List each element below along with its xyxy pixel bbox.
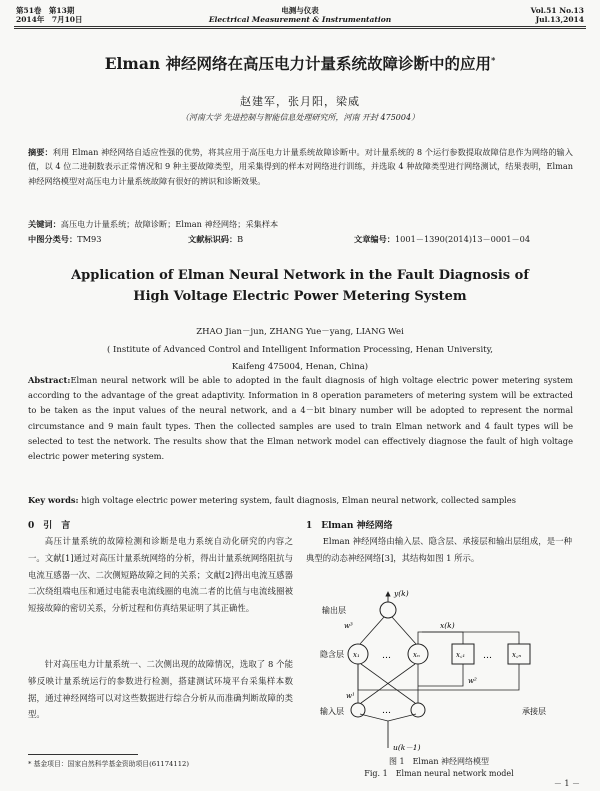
label-input-layer: 输入层 — [320, 707, 344, 716]
title-footnote-mark: * — [491, 54, 496, 65]
section-0-paragraph-1: 高压计量系统的故障检测和诊断是电力系统自动化研究的内容之一。文献[1]通过对高压计量系统网络的分析，得出计量系统网络阻抗与电流互感器一次、二次侧短路故障之间的关系；文献[2]得出电流互感器二次绕组端电压和通过电能表电流线圈的电流二者的比值与电流线圈被短接故障的密切关系，分析过程和仿真结果证明了其正确性。 — [28, 536, 293, 614]
keywords-en-label: Key words: — [28, 495, 79, 505]
header-date-cn: 2014年 7月10日 — [16, 15, 83, 24]
header-journal-cn: 电测与仪表 — [281, 6, 319, 15]
section-1-paragraph-1: Elman 神经网络由输入层、隐含层、承接层和输出层组成，是一种典型的动态神经网络[3]，其结构如图 1 所示。 — [306, 536, 572, 563]
affiliation-en — [0, 342, 600, 376]
abstract-en-text: Elman neural network will be able to adopted in the fault diagnosis of high voltage electric power metering system according to the advantage of the great adaptivity. Information in 8 operation parameters of metering system will be extracted to be taken as the input values of the neural network, and a 4－bit binary number will be adopted to represent the normal circumstance and 9 main fault types. Then the collected samples are used to train Elman network and 4 fault types will be selected to test the network. The results show that the Elman network model can effectively diagnose the fault of high voltage electric power metering system. — [28, 375, 573, 462]
keywords-en — [28, 493, 573, 508]
keywords-cn — [28, 217, 573, 231]
header-date-en: Jul.13,2014 — [535, 15, 584, 24]
abstract-cn-text: 利用 Elman 神经网络自适应性强的优势，将其应用于高压电力计量系统故障诊断中。对计量系统的 8 个运行参数提取故障信息作为网络的输入值，以 4 位二进制数表示正常情况和 9 种主要故障类型，用采集得到的样本对网络进行训练，并选取 4 种故障类型进行网络测试，结果表明，Elman 神经网络模型对高压电力计量系统故障有很好的辨识和诊断效果。 — [28, 147, 573, 186]
footnote-rule — [28, 754, 138, 755]
section-1-heading: 1 Elman 神经网络 — [306, 521, 393, 531]
paper-title-cn: Elman 神经网络在高压电力计量系统故障诊断中的应用* — [104, 54, 496, 73]
clc-number: 中图分类号：TM93 — [28, 234, 102, 244]
label-y-k: y(k) — [394, 589, 409, 598]
abstract-en — [28, 373, 573, 464]
document-code: 文献标识码：B — [188, 234, 244, 244]
output-node — [380, 602, 396, 618]
context-dots: … — [483, 651, 492, 661]
affiliation-en-line2: Kaifeng 475004, Henan, China) — [231, 362, 369, 372]
authors-en: ZHAO Jian－jun, ZHANG Yue－yang, LIANG Wei — [196, 327, 404, 337]
paper-title-en-line1: Application of Elman Neural Network in the Fault Diagnosis of — [71, 268, 529, 283]
edge-hn-out — [392, 617, 416, 644]
abstract-en-label: Abstract: — [28, 375, 71, 385]
footnote-funding: * 基金项目：国家自然科学基金资助项目(61174112) — [28, 760, 190, 768]
keywords-cn-text: 高压电力计量系统；故障诊断；Elman 神经网络；采集样本 — [60, 219, 279, 229]
edge-h1-out — [360, 617, 384, 644]
figure-caption-en: Fig. 1 Elman neural network model — [364, 769, 514, 778]
label-u-k1: u(k－1) — [393, 743, 421, 752]
affiliation-cn: （河南大学 先进控制与智能信息处理研究所，河南 开封 475004） — [180, 113, 420, 122]
feedback-hn-c1 — [418, 632, 463, 644]
context-return-1 — [418, 664, 463, 686]
article-number: 文章编号：1001－1390(2014)13－0001－04 — [354, 234, 531, 244]
elman-network-figure — [318, 588, 568, 753]
paper-title-en-line2: High Voltage Electric Power Metering System — [133, 289, 467, 304]
header-rule-thin — [14, 28, 586, 29]
hidden-dots: … — [382, 651, 391, 661]
label-w3: w³ — [344, 622, 353, 630]
node-label-xcn: x꜀ₙ — [512, 651, 522, 659]
node-label-xc1: x꜀₁ — [456, 651, 466, 659]
label-w2: w² — [468, 677, 477, 685]
label-context-layer: 承接层 — [522, 707, 546, 716]
label-output-layer: 输出层 — [322, 606, 346, 615]
label-x-k: x(k) — [440, 621, 455, 630]
feedback-hn-cn — [422, 632, 519, 644]
header-rule — [14, 26, 586, 27]
figure-caption-cn: 图 1 Elman 神经网络模型 — [388, 757, 490, 766]
node-label-xn: xₙ — [413, 651, 420, 659]
abstract-cn — [28, 145, 573, 188]
header-volume-cn: 第51卷 第13期 — [16, 6, 75, 15]
label-hidden-layer: 隐含层 — [320, 650, 344, 659]
node-label-x1: x₁ — [353, 651, 360, 659]
section-0-heading: 0 引 言 — [28, 521, 71, 531]
input-branch-n — [388, 714, 416, 721]
header-journal-en: Electrical Measurement & Instrumentation — [208, 15, 392, 24]
page-number: － 1 － — [553, 779, 580, 788]
header-volume-en: Vol.51 No.13 — [530, 6, 584, 15]
section-0-paragraph-2: 针对高压电力计量系统一、二次侧出现的故障情况，选取了 8 个能够反映计量系统运行的参数进行检测，搭建测试环境平台采集样本数据，通过神经网络可以对这些数据进行综合分析从而准确判断故障的类型。 — [28, 659, 293, 720]
affiliation-en-line1: ( Institute of Advanced Control and Intelligent Information Processing, Henan University, — [107, 345, 493, 355]
input-dots: … — [382, 706, 391, 716]
abstract-cn-label: 摘要： — [28, 147, 53, 157]
keywords-en-text: high voltage electric power metering system, fault diagnosis, Elman neural network, collected samples — [81, 495, 516, 505]
authors-cn: 赵建军，张月阳，梁威 — [240, 95, 360, 108]
keywords-cn-label: 关键词： — [28, 219, 61, 229]
label-w1: w¹ — [346, 692, 355, 700]
